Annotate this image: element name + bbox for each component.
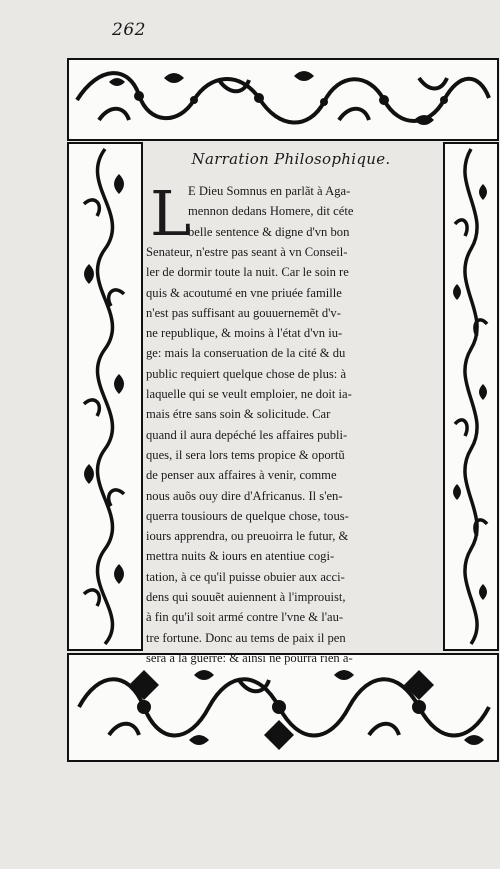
- arabesque-ornament-icon: [69, 655, 497, 760]
- text-line: iours apprendra, ou preuoirra le futur, &: [146, 529, 349, 544]
- text-line: ques, il sera lors tems propice & oportũ: [146, 447, 345, 462]
- drop-cap-letter: L: [150, 177, 192, 250]
- text-line: tre fortune. Donc au tems de paix il pen: [146, 630, 346, 645]
- vine-ornament-icon: [445, 144, 497, 649]
- text-line: dens qui souuẽt auiennent à l'improuist,: [146, 590, 346, 604]
- top-ornamental-border: [67, 58, 499, 141]
- vine-ornament-icon: [69, 144, 141, 649]
- text-line: public requiert quelque chose de plus: à: [146, 366, 347, 381]
- left-ornamental-border: [67, 142, 143, 651]
- text-line: à fin qu'il soit armé contre l'vne & l'au-: [146, 610, 344, 625]
- text-line: E Dieu Somnus en parlãt à Aga-: [188, 184, 351, 198]
- page-number: 262: [112, 20, 146, 40]
- text-line: ler de dormir toute la nuit. Car le soin re: [146, 265, 349, 280]
- arabesque-ornament-icon: [69, 60, 497, 139]
- text-line: quand il aura depéché les affaires publi-: [146, 427, 348, 442]
- text-line: belle sentence & digne d'vn bon: [188, 224, 350, 239]
- text-line: mais étre sans soin & solicitude. Car: [146, 407, 331, 422]
- right-ornamental-border: [443, 142, 499, 651]
- text-line: mennon dedans Homere, dit céte: [188, 204, 354, 219]
- text-line: n'est pas suffisant au gouuernemẽt d'v-: [146, 305, 341, 320]
- section-heading: Narration Philosophique.: [191, 150, 391, 168]
- main-text-block: [146, 150, 436, 665]
- text-line: querra tousiours de quelque chose, tous-: [146, 508, 349, 523]
- text-line: nous auõs ouy dire d'Africanus. Il s'en-: [146, 488, 343, 503]
- text-line: sera à la guerre: & ainsi ne pourra rien a-: [146, 650, 353, 665]
- text-line: ge: mais la conseruation de la cité & du: [146, 346, 346, 361]
- text-line: laquelle qui se veult emploier, ne doit ia-: [146, 387, 352, 401]
- bottom-ornamental-border: [67, 653, 499, 762]
- text-line: quis & acoutumé en vne priuée famille: [146, 285, 342, 300]
- text-line: mettra nuits & iours en atentiue cogi-: [146, 549, 335, 564]
- text-line: de penser aux affaires à venir, comme: [146, 468, 337, 483]
- text-line: tation, à ce qu'il puisse obuier aux acci-: [146, 569, 345, 584]
- text-line: Senateur, n'estre pas seant à vn Conseil-: [146, 244, 348, 259]
- text-line: ne republique, & moins à l'état d'vn iu-: [146, 326, 343, 341]
